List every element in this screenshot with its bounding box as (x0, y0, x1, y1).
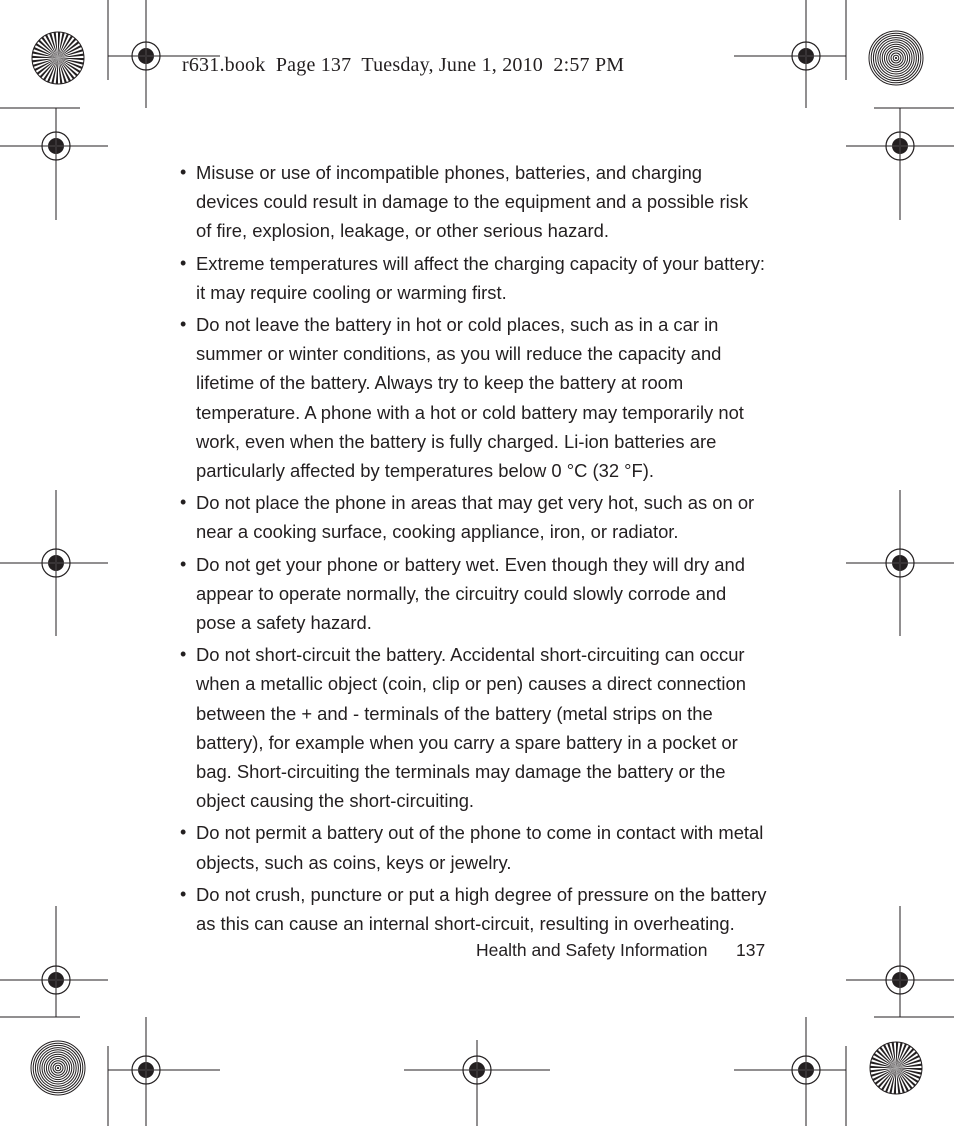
bullet-text: Do not crush, puncture or put a high degree of pressure on the battery as this can cause an internal short-circuit, resulting in overheating. (196, 883, 767, 935)
bullet-text: Misuse or use of incompatible phones, batteries, and charging devices could result in damage to the equipment and a possible risk of fire, explosion, leakage, or other serious hazard. (196, 162, 749, 242)
concentric-target-ring (31, 1041, 85, 1095)
book-header-line: r631.book Page 137 Tuesday, June 1, 2010 2:57 PM (182, 54, 625, 76)
bullet-item (180, 249, 768, 307)
bullet-item (180, 310, 768, 485)
concentric-target-ring (893, 55, 899, 61)
bullet-item (180, 488, 768, 546)
bullet-item (180, 640, 768, 815)
bullet-item (180, 158, 768, 246)
concentric-target-ring (895, 57, 896, 58)
concentric-target-ring (55, 1065, 61, 1071)
bullet-dot: • (180, 822, 187, 843)
concentric-target-ring (869, 31, 923, 85)
concentric-target-ring (884, 46, 907, 69)
safety-bullet-list (180, 158, 768, 938)
bullet-text: Do not get your phone or battery wet. Even though they will dry and appear to operate normally, the circuitry could slowly corrode and pose a safety hazard. (196, 553, 745, 634)
bullet-item (180, 550, 768, 638)
bullet-dot: • (180, 252, 187, 273)
footer-section-title: Health and Safety Information (476, 940, 708, 960)
bullet-dot: • (180, 644, 187, 665)
bullet-dot: • (180, 883, 187, 904)
concentric-target-ring (891, 53, 901, 63)
bullet-text: Do not short-circuit the battery. Accidental short-circuiting can occur when a metallic object (coin, clip or pen) causes a direct connection between the + and - terminals of the battery (metal strips on the battery), for example when you carry a spare battery in a pocket or bag. Short-circuiting the terminals may damage the battery or the object causing the short-circuiting. (196, 644, 746, 812)
bullet-dot: • (180, 492, 187, 513)
concentric-target-ring (53, 1063, 63, 1073)
bullet-text: Do not place the phone in areas that may get very hot, such as on or near a cooking surface, cooking appliance, iron, or radiator. (196, 492, 755, 543)
concentric-target-ring (887, 49, 906, 68)
concentric-target-ring (871, 33, 921, 83)
bullet-item (180, 818, 768, 876)
bullet-text: Do not permit a battery out of the phone to come in contact with metal objects, such as coins, keys or jewelry. (196, 822, 764, 873)
concentric-target-ring (40, 1050, 76, 1086)
concentric-target-ring (57, 1067, 58, 1068)
concentric-target-ring (49, 1059, 68, 1078)
bullet-dot: • (180, 553, 187, 574)
concentric-target-ring (878, 40, 914, 76)
concentric-target-ring (46, 1056, 69, 1079)
page-body (180, 158, 768, 941)
bullet-item (180, 880, 768, 938)
bullet-dot: • (180, 162, 187, 182)
footer-page-number: 137 (736, 940, 766, 960)
bullet-text: Extreme temperatures will affect the charging capacity of your battery: it may require cooling or warming first. (196, 252, 766, 303)
bullet-text: Do not leave the battery in hot or cold places, such as in a car in summer or winter conditions, as you will reduce the capacity and lifetime of the battery. Always try to keep the battery at room temperature. A phone with a hot or cold battery may temporarily not work, even when the battery is fully charged. Li-ion batteries are particularly affected by temperatures below 0 °C (32 °F). (196, 314, 744, 482)
bullet-dot: • (180, 314, 187, 335)
concentric-target-ring (33, 1043, 83, 1093)
